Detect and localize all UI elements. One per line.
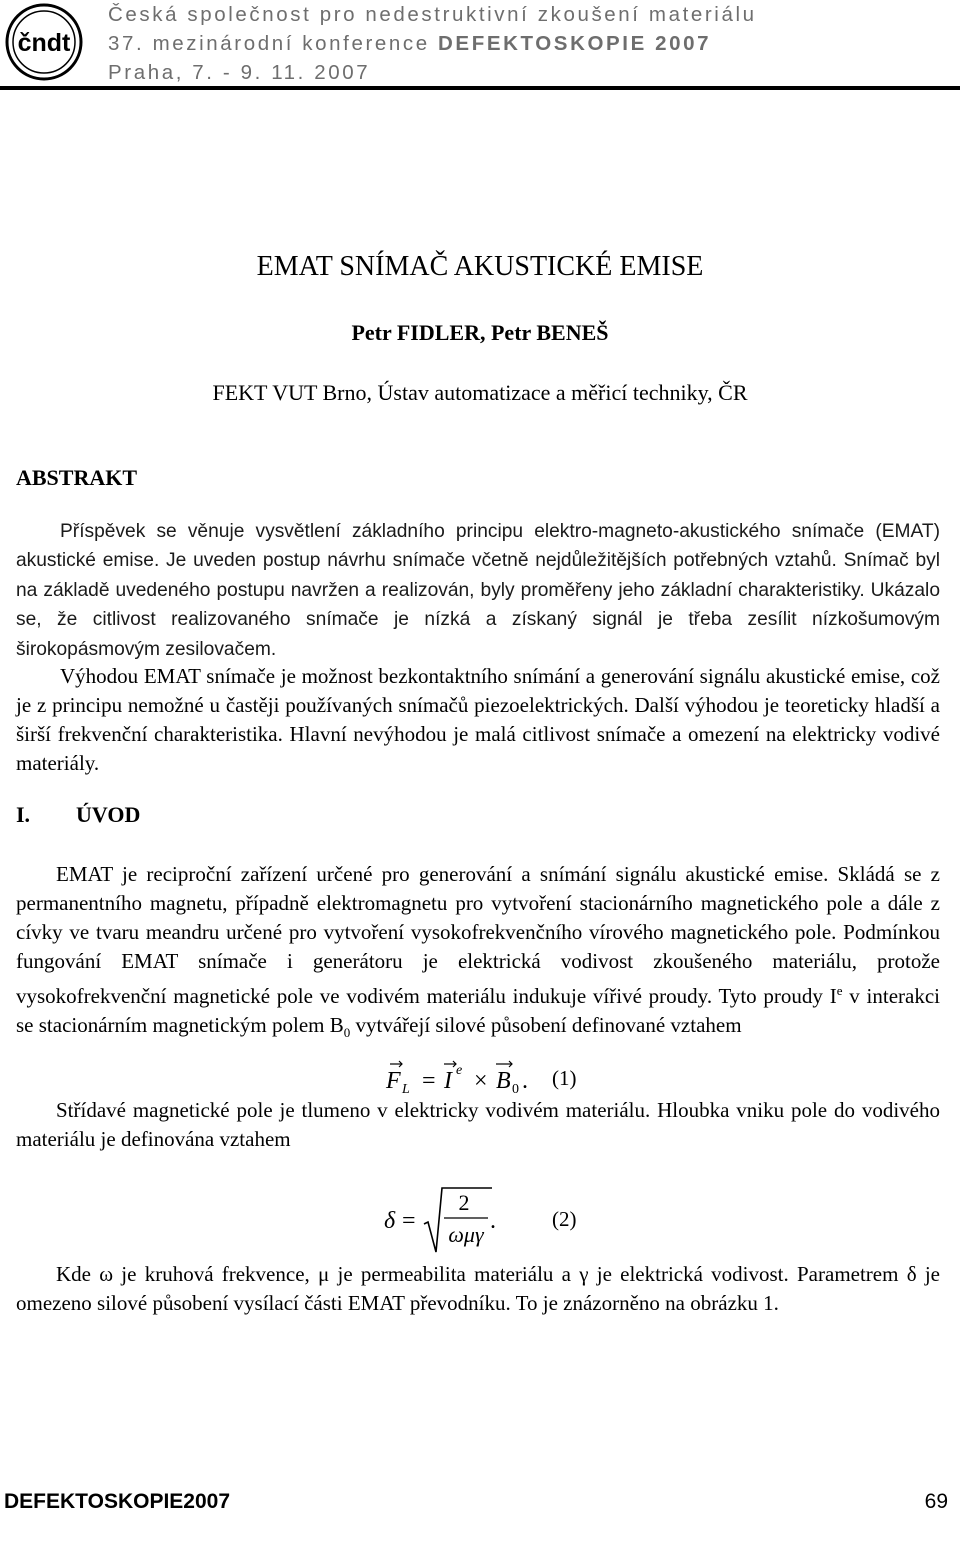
paragraph-3: [16, 1260, 940, 1318]
abstract-text-1: Příspěvek se věnuje vysvětlení základního principu elektro-magneto-akustického snímače (EMAT) akustické emise. Je uveden postup návrhu snímače včetně nejdůležitějších potřebných vztahů. Snímač byl na základě uvedeného postupu navržen a realizován, byly proměřeny jeho základní charakteristiky. Ukázalo se, že citlivost realizovaného snímače je nízká a získaný signál je třeba zesílit nízkošumovým širokopásmovým zesilovačem.: [16, 521, 940, 660]
eq2-denominator: ωμγ: [448, 1222, 484, 1247]
conference-date: Praha, 7. - 9. 11. 2007: [108, 61, 371, 84]
header-rule: [0, 86, 960, 90]
cndt-logo: [4, 2, 84, 82]
paragraph-2: [16, 1096, 940, 1154]
eq1-current-sup: e: [456, 1063, 463, 1078]
eq1-force-sub: L: [402, 1082, 410, 1097]
section-number: I.: [16, 802, 31, 827]
authors: Petr FIDLER, Petr BENEŠ: [351, 320, 609, 345]
intro-sub: 0: [343, 1025, 351, 1041]
eq1-current: I: [444, 1068, 452, 1094]
intro-sup: e: [836, 983, 843, 998]
eq1-equals: =: [422, 1068, 436, 1094]
eq1-dot: .: [522, 1068, 528, 1094]
equation-1: [384, 1058, 624, 1098]
abstract-heading: ABSTRAKT: [16, 465, 138, 490]
abstract-paragraph-2: [16, 662, 940, 778]
intro-text-b: v interakci se stacionárním magnetickým polem B: [16, 984, 940, 1037]
paragraph-3-text: Kde ω je kruhová frekvence, μ je permeabilita materiálu a γ je elektrická vodivost. Parametrem δ je omezeno silové působení vysílací části EMAT převodníku. To je znázorněno na obrázku 1.: [16, 1262, 940, 1315]
eq1-force: F: [386, 1068, 401, 1094]
intro-paragraph: [16, 860, 940, 1047]
eq1-times: ×: [474, 1068, 488, 1094]
abstract-text-2: Výhodou EMAT snímače je možnost bezkontaktního snímání a generování signálu akustické emise, což je z principu nemožné u častěji používaných snímačů piezoelektrických. Další výhodou je teoreticky hladší a širší frekvenční charakteristika. Hlavní nevýhodou je malá citlivost snímače a omezení na elektricky vodivé materiály.: [16, 664, 940, 775]
equation-2-number: (2): [552, 1207, 577, 1231]
eq2-equals: =: [402, 1208, 416, 1234]
eq2-numerator: 2: [458, 1190, 470, 1215]
affiliation: FEKT VUT Brno, Ústav automatizace a měřicí techniky, ČR: [212, 380, 748, 405]
section-title: ÚVOD: [76, 802, 141, 827]
eq1-field: B: [496, 1068, 511, 1094]
eq1-field-sub: 0: [512, 1082, 519, 1097]
conference-header: [108, 0, 757, 87]
conference-title: DEFEKTOSKOPIE 2007: [438, 32, 712, 55]
abstract-paragraph-1: [16, 517, 940, 664]
equation-2: [380, 1180, 500, 1260]
society-name: Česká společnost pro nedestruktivní zkoušení materiálu: [108, 3, 757, 26]
eq2-dot: .: [490, 1208, 496, 1234]
paragraph-2-text: Střídavé magnetické pole je tlumeno v elektricky vodivém materiálu. Hloubka vniku pole do vodivého materiálu je definována vztahem: [16, 1098, 940, 1151]
conference-prefix: 37. mezinárodní konference: [108, 32, 439, 55]
equation-1-number: (1): [552, 1066, 577, 1090]
paper-title: EMAT SNÍMAČ AKUSTICKÉ EMISE: [256, 251, 704, 282]
intro-text-c: vytvářejí silové působení definované vztahem: [350, 1013, 742, 1037]
intro-text-a: EMAT je reciproční zařízení určené pro generování a snímání signálu akustické emise. Skládá se z permanentního magnetu, případně elektromagnetu pro vytvoření stacionárního magnetického pole a dále z cívky ve tvaru meandru určené pro vytvoření vysokofrekvenčního vírového magnetického pole. Podmínkou fungování EMAT snímače i generátoru je elektrická vodivost zkoušeného materiálu, protože vysokofrekvenční magnetické pole ve vodivém materiálu indukuje vířivé proudy. Tyto proudy I: [16, 862, 940, 1008]
conference-name: [108, 29, 757, 58]
logo-text: čndt: [17, 29, 71, 57]
eq2-delta: δ: [384, 1208, 396, 1234]
page-number: 69: [924, 1490, 948, 1513]
footer-journal: DEFEKTOSKOPIE2007: [4, 1490, 231, 1513]
